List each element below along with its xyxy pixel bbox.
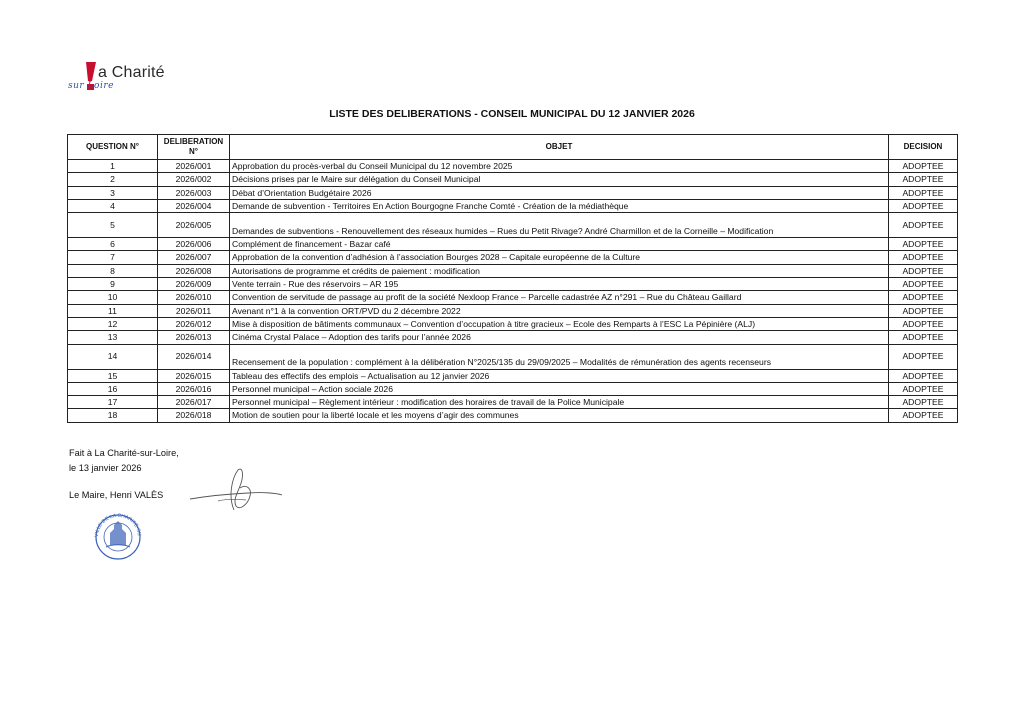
footer-place: Fait à La Charité-sur-Loire,	[69, 448, 179, 458]
decision-cell: ADOPTEE	[889, 291, 958, 304]
deliberation-cell: 2026/010	[158, 291, 230, 304]
table-row	[68, 199, 958, 212]
table-row	[68, 264, 958, 277]
question-cell: 2	[68, 173, 158, 186]
decision-cell: ADOPTEE	[889, 317, 958, 330]
decision-cell: ADOPTEE	[889, 173, 958, 186]
deliberation-cell: 2026/006	[158, 238, 230, 251]
question-cell: 13	[68, 331, 158, 344]
header-deliberation: DELIBERATION N°	[158, 135, 230, 160]
objet-cell: Décisions prises par le Maire sur délégation du Conseil Municipal	[230, 173, 889, 186]
city-seal-stamp	[88, 511, 148, 561]
objet-cell: Motion de soutien pour la liberté locale et les moyens d’agir des communes	[230, 409, 889, 422]
decision-cell: ADOPTEE	[889, 331, 958, 344]
table-row	[68, 186, 958, 199]
decision-cell: ADOPTEE	[889, 160, 958, 173]
question-cell: 18	[68, 409, 158, 422]
table-row	[68, 238, 958, 251]
deliberation-cell: 2026/015	[158, 369, 230, 382]
deliberation-cell: 2026/001	[158, 160, 230, 173]
seal-text: VILLE DE LA CHARITÉ-SU	[93, 512, 143, 538]
footer-date: le 13 janvier 2026	[69, 463, 142, 473]
question-cell: 4	[68, 199, 158, 212]
decision-cell: ADOPTEE	[889, 344, 958, 369]
decision-cell: ADOPTEE	[889, 304, 958, 317]
objet-cell: Mise à disposition de bâtiments communaux – Convention d’occupation à titre gracieux – Ecole des Remparts à l’ESC La Pépinière (ALJ)	[230, 317, 889, 330]
table-header-row	[68, 135, 958, 160]
objet-cell: Tableau des effectifs des emplois – Actualisation au 12 janvier 2026	[230, 369, 889, 382]
table-row	[68, 278, 958, 291]
deliberation-cell: 2026/005	[158, 213, 230, 238]
deliberation-cell: 2026/008	[158, 264, 230, 277]
question-cell: 10	[68, 291, 158, 304]
table-row	[68, 317, 958, 330]
deliberation-cell: 2026/017	[158, 396, 230, 409]
document-title: LISTE DES DELIBERATIONS - CONSEIL MUNICIPAL DU 12 JANVIER 2026	[329, 108, 695, 120]
table-row	[68, 173, 958, 186]
decision-cell: ADOPTEE	[889, 251, 958, 264]
deliberation-cell: 2026/009	[158, 278, 230, 291]
decision-cell: ADOPTEE	[889, 382, 958, 395]
deliberation-cell: 2026/013	[158, 331, 230, 344]
objet-cell: Personnel municipal – Règlement intérieur : modification des horaires de travail de la Police Municipale	[230, 396, 889, 409]
table-row	[68, 160, 958, 173]
decision-cell: ADOPTEE	[889, 278, 958, 291]
deliberation-cell: 2026/012	[158, 317, 230, 330]
question-cell: 3	[68, 186, 158, 199]
question-cell: 9	[68, 278, 158, 291]
header-question: QUESTION N°	[68, 135, 158, 160]
table-row	[68, 304, 958, 317]
objet-cell: Débat d’Orientation Budgétaire 2026	[230, 186, 889, 199]
decision-cell: ADOPTEE	[889, 264, 958, 277]
deliberation-cell: 2026/018	[158, 409, 230, 422]
objet-cell: Convention de servitude de passage au profit de la société Nexloop France – Parcelle cadastrée AZ n°291 – Rue du Château Gaillard	[230, 291, 889, 304]
deliberation-cell: 2026/016	[158, 382, 230, 395]
deliberation-cell: 2026/011	[158, 304, 230, 317]
logo-sub-text: sur Loire	[68, 81, 114, 91]
objet-cell: Cinéma Crystal Palace – Adoption des tarifs pour l’année 2026	[230, 331, 889, 344]
decision-cell: ADOPTEE	[889, 199, 958, 212]
deliberation-cell: 2026/004	[158, 199, 230, 212]
table-row	[68, 331, 958, 344]
table-row	[68, 344, 958, 369]
objet-cell: Vente terrain - Rue des réservoirs – AR 195	[230, 278, 889, 291]
deliberation-cell: 2026/003	[158, 186, 230, 199]
table-row	[68, 291, 958, 304]
question-cell: 7	[68, 251, 158, 264]
objet-cell: Recensement de la population : complément à la délibération N°2025/135 du 29/09/2025 – Modalités de rémunération des agents recenseurs	[230, 344, 889, 369]
deliberation-cell: 2026/014	[158, 344, 230, 369]
objet-cell: Avenant n°1 à la convention ORT/PVD du 2 décembre 2022	[230, 304, 889, 317]
question-cell: 12	[68, 317, 158, 330]
question-cell: 6	[68, 238, 158, 251]
question-cell: 17	[68, 396, 158, 409]
question-cell: 11	[68, 304, 158, 317]
table-row	[68, 213, 958, 238]
objet-cell: Approbation du procès-verbal du Conseil Municipal du 12 novembre 2025	[230, 160, 889, 173]
question-cell: 8	[68, 264, 158, 277]
footer-signatory: Le Maire, Henri VALÈS	[69, 490, 164, 500]
table-row	[68, 382, 958, 395]
decision-cell: ADOPTEE	[889, 369, 958, 382]
table-row	[68, 396, 958, 409]
deliberations-table	[67, 134, 958, 423]
question-cell: 16	[68, 382, 158, 395]
decision-cell: ADOPTEE	[889, 213, 958, 238]
question-cell: 1	[68, 160, 158, 173]
question-cell: 14	[68, 344, 158, 369]
logo-brand-text: a Charité	[98, 64, 165, 81]
objet-cell: Complément de financement - Bazar café	[230, 238, 889, 251]
table-row	[68, 251, 958, 264]
decision-cell: ADOPTEE	[889, 186, 958, 199]
decision-cell: ADOPTEE	[889, 396, 958, 409]
table-row	[68, 369, 958, 382]
objet-cell: Autorisations de programme et crédits de paiement : modification	[230, 264, 889, 277]
objet-cell: Demande de subvention - Territoires En Action Bourgogne Franche Comté - Création de la médiathèque	[230, 199, 889, 212]
question-cell: 5	[68, 213, 158, 238]
city-logo	[64, 62, 174, 98]
signature-image	[188, 466, 284, 516]
objet-cell: Personnel municipal – Action sociale 2026	[230, 382, 889, 395]
question-cell: 15	[68, 369, 158, 382]
deliberation-cell: 2026/007	[158, 251, 230, 264]
decision-cell: ADOPTEE	[889, 409, 958, 422]
header-decision: DECISION	[889, 135, 958, 160]
deliberation-cell: 2026/002	[158, 173, 230, 186]
objet-cell: Approbation de la convention d’adhésion à l’association Bourges 2028 – Capitale européenne de la Culture	[230, 251, 889, 264]
table-row	[68, 409, 958, 422]
decision-cell: ADOPTEE	[889, 238, 958, 251]
header-objet: OBJET	[230, 135, 889, 160]
objet-cell: Demandes de subventions - Renouvellement des réseaux humides – Rues du Petit Rivage? André Charmillon et de la Corneille – Modification	[230, 213, 889, 238]
